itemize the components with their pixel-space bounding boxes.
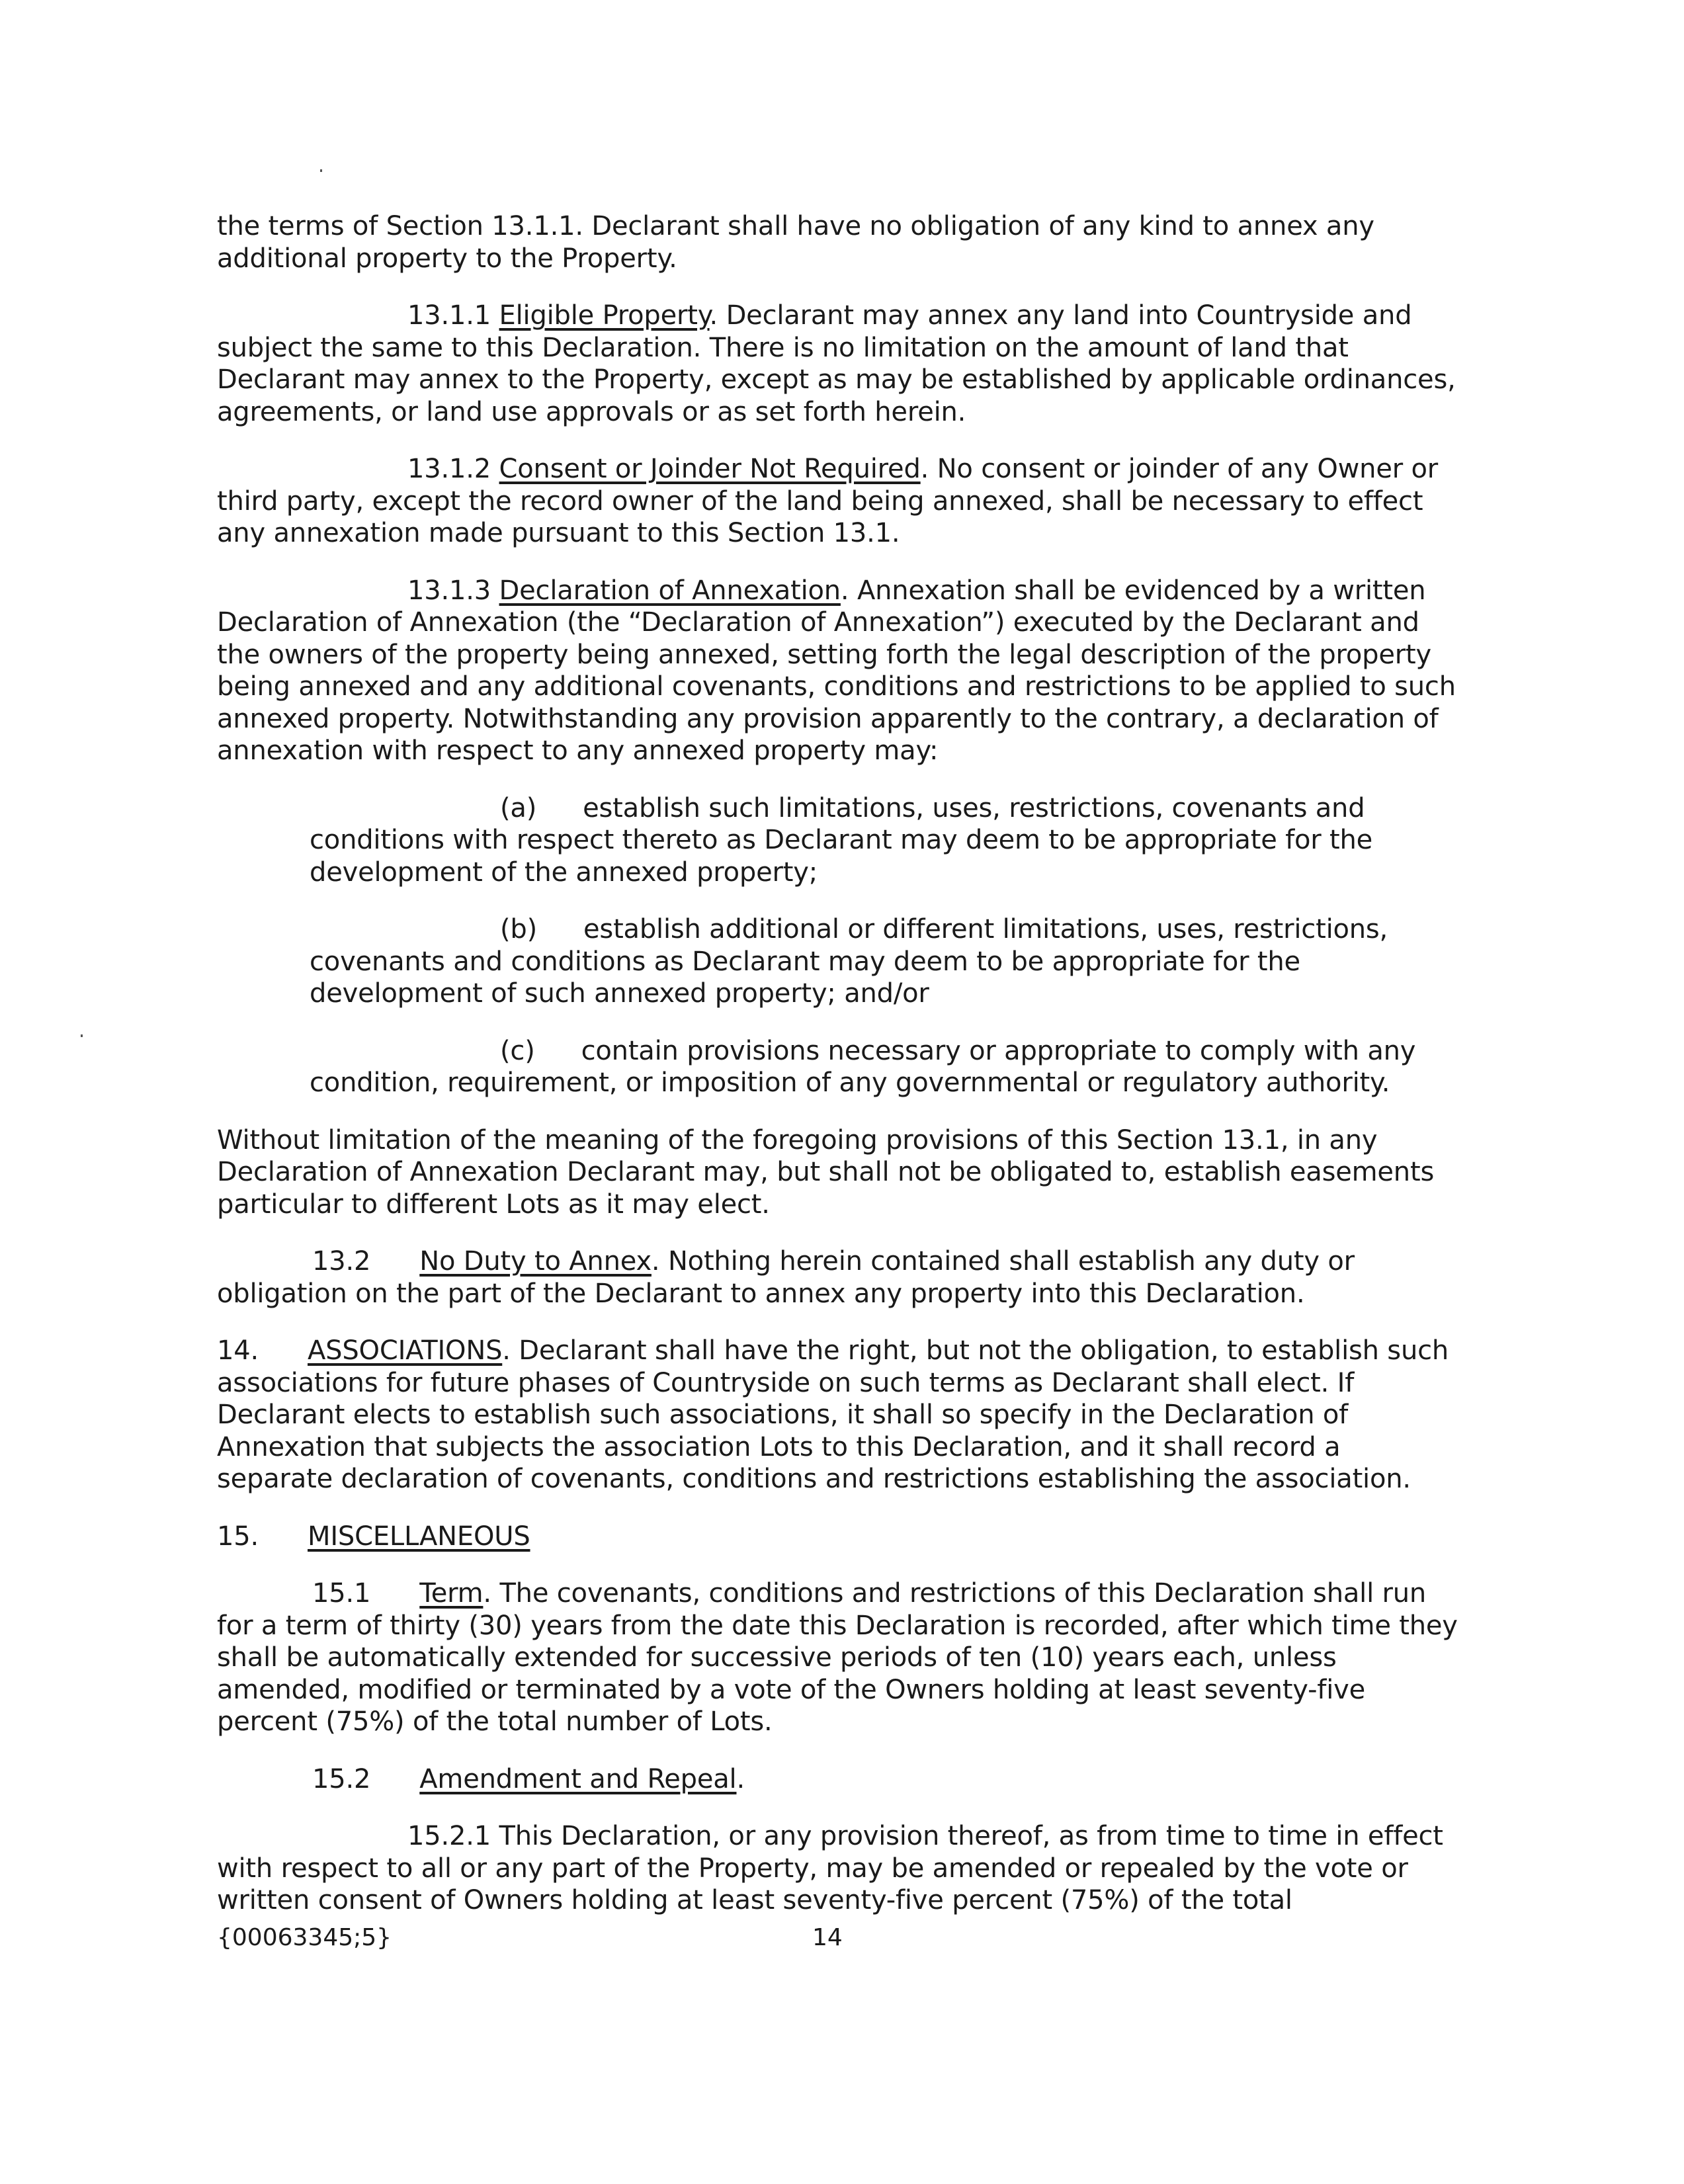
document-body — [217, 210, 1460, 1942]
section-13-1-1 — [217, 300, 1460, 428]
section-text: . Annexation shall be evidenced by a written Declaration of Annexation (the “Declaration of Annexation”) executed by the Declarant and the owners of the property being annexed, setting forth the legal description of the property being annexed and any additional covenants, conditions and restrictions to be applied to such annexed property. Notwithstanding any provision apparently to the contrary, a declaration of annexation with respect to any annexed property may: — [217, 575, 1456, 766]
section-text: This Declaration, or any provision thereof, as from time to time in effect with respect to all or any part of the Property, may be amended or repealed by the vote or written consent of Owners holding at least seventy-five percent (75%) of the total — [217, 1821, 1443, 1915]
section-heading: Consent or Joinder Not Required — [499, 454, 921, 484]
section-number: 15.2 — [312, 1763, 371, 1794]
section-heading: Term — [419, 1578, 484, 1609]
section-13-1-2 — [217, 453, 1460, 550]
section-text: . Declarant may annex any land into Countryside and subject the same to this Declaration. There is no limitation on the amount of land that Declarant may annex to the Property, except as may be established by applicable ordinances, agreements, or land use approvals or as set forth herein. — [217, 300, 1456, 427]
page-number: 14 — [812, 1924, 843, 1951]
section-text: . Nothing herein contained shall establish any duty or obligation on the part of the Declarant to annex any property into this Declaration. — [217, 1246, 1355, 1309]
section-number: 13.2 — [312, 1246, 371, 1277]
section-15 — [217, 1521, 1460, 1553]
section-heading: Declaration of Annexation — [499, 575, 841, 606]
section-text: . No consent or joinder of any Owner or third party, except the record owner of the land being annexed, shall be necessary to effect any annexation made pursuant to this Section 13.1. — [217, 454, 1439, 548]
subclause-label: (c) — [500, 1035, 535, 1066]
section-number: 13.1.3 — [407, 575, 491, 606]
section-number: 15.2.1 — [407, 1821, 491, 1851]
subclause-b — [310, 913, 1460, 1010]
section-text: . Declarant shall have the right, but not the obligation, to establish such associations for future phases of Countryside on such terms as Declarant shall elect. If Declarant elects to establish such associations, it shall so specify in the Declaration of Annexation that subjects the association Lots to this Declaration, and it shall record a separate declaration of covenants, conditions and restrictions establishing the association. — [217, 1335, 1449, 1494]
paragraph-continuation: the terms of Section 13.1.1. Declarant shall have no obligation of any kind to annex any additional property to the Property. — [217, 211, 1374, 274]
section-13-1-3 — [217, 575, 1460, 767]
section-number: 15. — [217, 1521, 259, 1552]
subclause-text: contain provisions necessary or appropriate to comply with any condition, requirement, or imposition of any governmental or regulatory authority. — [310, 1035, 1416, 1098]
scan-speck — [320, 169, 322, 172]
scan-speck — [81, 1034, 83, 1037]
section-heading: ASSOCIATIONS — [308, 1335, 503, 1366]
section-heading: MISCELLANEOUS — [308, 1521, 530, 1552]
section-15-2-1 — [217, 1820, 1460, 1917]
section-heading: Eligible Property — [499, 300, 710, 331]
subclause-label: (a) — [500, 792, 537, 823]
subclause-a — [310, 792, 1460, 889]
section-text: . The covenants, conditions and restrictions of this Declaration shall run for a term of thirty (30) years from the date this Declaration is recorded, after which time they shall be automatically extended for successive periods of ten (10) years each, unless amended, modified or terminated by a vote of the Owners holding at least seventy-five percent (75%) of the total number of Lots. — [217, 1578, 1458, 1737]
section-number: 13.1.2 — [407, 454, 491, 484]
document-id: {00063345;5} — [217, 1924, 392, 1951]
section-text: . — [736, 1763, 745, 1794]
paragraph-limitation: Without limitation of the meaning of the foregoing provisions of this Section 13.1, in any Declaration of Annexation Declarant may, but shall not be obligated to, establish easements particular to different Lots as it may elect. — [217, 1124, 1435, 1220]
section-15-2 — [217, 1763, 1460, 1796]
subclause-text: establish additional or different limitations, uses, restrictions, covenants and conditions as Declarant may deem to be appropriate for the development of such annexed property; and/or — [310, 914, 1388, 1009]
section-number: 14. — [217, 1335, 259, 1366]
section-13-2 — [217, 1245, 1460, 1310]
subclause-c — [310, 1035, 1460, 1099]
section-15-1 — [217, 1577, 1460, 1738]
subclause-label: (b) — [500, 914, 538, 945]
section-heading: Amendment and Repeal — [419, 1763, 737, 1794]
section-number: 15.1 — [312, 1578, 371, 1609]
section-heading: No Duty to Annex — [419, 1246, 652, 1277]
subclause-text: establish such limitations, uses, restrictions, covenants and conditions with respect thereto as Declarant may deem to be appropriate for the development of the annexed property; — [310, 792, 1373, 888]
section-14 — [217, 1335, 1460, 1495]
section-number: 13.1.1 — [407, 300, 491, 331]
